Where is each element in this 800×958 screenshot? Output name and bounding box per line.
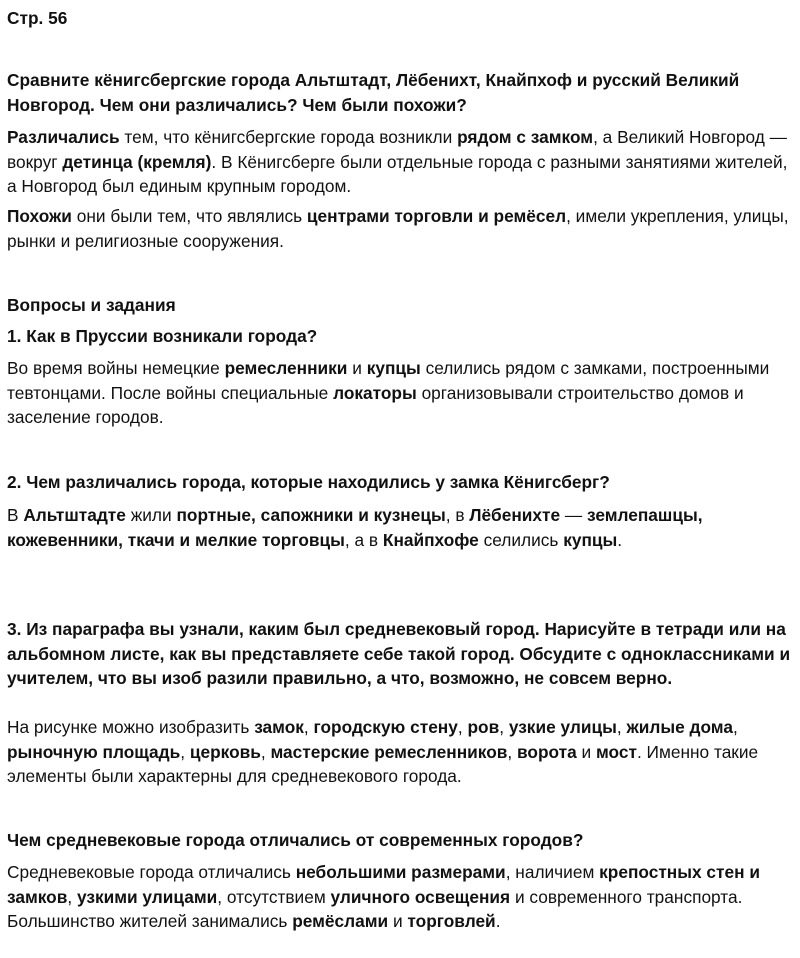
bold-term: мост <box>595 741 637 762</box>
question-1: 1. Как в Пруссии возникали города? <box>7 326 318 346</box>
text-run: Во время войны немецкие <box>7 358 225 378</box>
text-run: , <box>507 741 517 762</box>
bold-term: ремёслами <box>292 911 389 931</box>
text-run: — <box>560 505 587 525</box>
bold-term: замок <box>254 717 304 737</box>
bold-term: ворота <box>517 741 577 762</box>
question-3: 3. Из параграфа вы узнали, каким был средневековый город. Нарисуйте в тетради или на альбомном листе, как вы представляете себе такой город. Обсудите с одноклассниками и учителем, что вы изоб разили правильно, а что, возможно, не совсем верно. <box>7 619 791 688</box>
text-run: , а Великий Новгород — вокруг <box>7 127 787 172</box>
bold-term: узкими улицами <box>76 886 218 907</box>
question-2: 2. Чем различались города, которые находились у замка Кёнигсберг? <box>7 472 610 492</box>
intro-question: Сравните кёнигсбергские города Альтштадт, Лёбенихт, Кнайпхоф и русский Великий Новгород. Чем они различались? Чем были похожи? <box>7 70 740 115</box>
text-run: и современного транспорта. Большинство жителей занимались <box>7 886 743 931</box>
text-run: , <box>180 741 190 762</box>
bold-term: Кнайпхофе <box>382 529 479 550</box>
bold-term: небольшими размерами <box>295 862 506 882</box>
intro-answer-similarities <box>7 204 799 253</box>
text-run: , а в <box>344 529 383 550</box>
bold-term: центрами торговли и ремёсел <box>306 206 567 226</box>
text-run: На рисунке можно изобразить <box>7 717 255 737</box>
text-run: , имели укрепления, улицы, рынки и религиозные сооружения. <box>7 206 789 251</box>
text-run: жили <box>125 505 177 525</box>
text-run: , отсутствием <box>217 886 331 907</box>
text-run: и <box>388 911 408 931</box>
bold-term: уличного освещения <box>330 886 511 907</box>
text-run: селились рядом с замками, построенными тевтонцами. После войны специальные <box>7 358 770 403</box>
text-run: . Именно такие элементы были характерны для средневекового города. <box>7 741 759 786</box>
text-run: , <box>67 886 77 907</box>
answer-2 <box>7 503 799 552</box>
page-label: Стр. 56 <box>7 8 68 28</box>
bold-term: узкие улицы <box>508 717 617 737</box>
bold-term: Лёбенихте <box>469 505 561 525</box>
answer-4 <box>7 860 799 934</box>
bold-term: землепашцы, кожевенники, ткачи и мелкие торговцы <box>7 505 703 550</box>
bold-term: ров <box>467 717 500 737</box>
bold-term: локаторы <box>333 382 417 403</box>
text-run: , <box>303 717 314 737</box>
text-run: и <box>576 741 596 762</box>
text-run: , <box>457 717 468 737</box>
text-run: селились <box>478 529 564 550</box>
bold-term: детинца (кремля) <box>62 151 212 172</box>
text-run: . В Кёнигсберге были отдельные города с разными занятиями жителей, а Новгород был единым крупным городом. <box>7 151 788 196</box>
bold-term: купцы <box>563 529 618 550</box>
text-run: Средневековые города отличались <box>7 862 296 882</box>
text-run: , <box>732 717 738 737</box>
text-run: . <box>495 911 501 931</box>
bold-term: рядом с замком <box>457 127 594 147</box>
bold-term: Альтштадте <box>23 505 126 525</box>
section-title: Вопросы и задания <box>7 295 176 315</box>
bold-term: городскую стену <box>313 717 458 737</box>
answer-3 <box>7 715 799 789</box>
text-run: и <box>347 358 367 378</box>
text-run: , в <box>445 505 470 525</box>
bold-term: церковь <box>189 741 261 762</box>
question-4: Чем средневековые города отличались от современных городов? <box>7 830 584 850</box>
text-run: , <box>260 741 271 762</box>
text-run: . <box>617 529 623 550</box>
bold-term: рыночную площадь <box>7 741 181 762</box>
bold-term: мастерские ремесленников <box>270 741 508 762</box>
bold-term: жилые дома <box>626 717 733 737</box>
bold-term: портные, сапожники и кузнецы <box>176 505 446 525</box>
bold-term: Похожи <box>7 206 72 226</box>
bold-term: Различались <box>7 127 120 147</box>
answer-1 <box>7 356 799 430</box>
text-run: , <box>616 717 627 737</box>
text-run: В <box>7 505 24 525</box>
bold-term: торговлей <box>407 911 496 931</box>
bold-term: крепостных стен и замков <box>7 862 760 907</box>
intro-answer-differences <box>7 125 799 199</box>
text-run: они были тем, что являлись <box>71 206 307 226</box>
text-run: , наличием <box>505 862 600 882</box>
text-run: организовывали строительство домов и заселение городов. <box>7 382 744 427</box>
text-run: тем, что кёнигсбергские города возникли <box>119 127 458 147</box>
bold-term: купцы <box>366 358 421 378</box>
bold-term: ремесленники <box>224 358 348 378</box>
text-run: , <box>499 717 509 737</box>
